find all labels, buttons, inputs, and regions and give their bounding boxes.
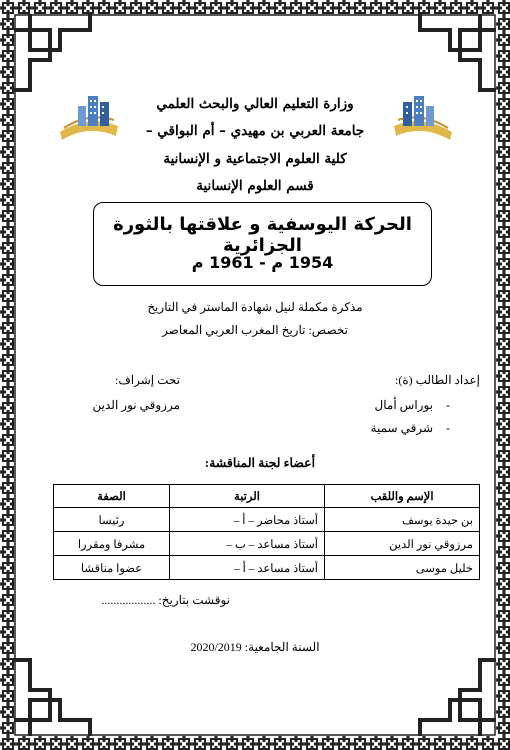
table-row [54,532,480,556]
table-row [54,508,480,532]
thesis-years: 1954 م - 1961 م [191,253,334,272]
students-label: إعداد الطالب (ة): [394,373,480,387]
jury-member-name: خليل موسى [325,556,480,580]
corner-ornament-bottom-left [14,660,90,736]
table-row [54,556,480,580]
thesis-title: الحركة اليوسفية و علاقتها بالثورة الجزائرية [113,214,412,256]
jury-member-role: رئيسا [54,508,170,532]
student-name-2 [330,421,450,436]
jury-member-rank: أستاذ مساعد – أ – [170,556,325,580]
student-name-1-text: بوراس أمال [374,398,433,412]
student-name-1 [330,398,450,413]
column-header-role: الصفة [54,485,170,508]
jury-member-name: بن حيدة يوسف [325,508,480,532]
jury-member-rank: أستاذ مساعد – ب – [170,532,325,556]
student-name-2-text: شرقي سمية [370,421,433,435]
discussion-date: نوقشت بتاريخ: .................. [101,593,230,607]
corner-ornament-bottom-right [420,660,496,736]
jury-table [53,484,480,580]
jury-member-name: مرزوقي نور الدين [325,532,480,556]
jury-label: أعضاء لجنة المناقشة: [204,456,316,470]
academic-year: السنة الجامعية: 2020/2019 [190,640,320,654]
table-header-row [54,485,480,508]
supervisor-label: تحت إشراف: [115,373,180,387]
thesis-description: مذكرة مكملة لنيل شهادة الماستر في التاريخ [147,300,363,314]
bullet: - [446,421,450,435]
university-name: جامعة العربي بن مهيدي – أم البواقي – [145,123,365,139]
jury-member-role: مشرفا ومقررا [54,532,170,556]
column-header-rank: الرتبة [170,485,325,508]
corner-ornament-top-right [420,14,496,90]
corner-ornament-top-left [14,14,90,90]
column-header-name: الإسم واللقب [325,485,480,508]
thesis-specialty: تخصص: تاريخ المغرب العربي المعاصر [162,323,348,337]
title-box [93,202,432,286]
jury-member-role: عضوا مناقشا [54,556,170,580]
ministry-name: وزارة التعليم العالي والبحث العلمي [156,96,354,112]
bullet: - [446,398,450,412]
supervisor-name: مرزوقي نور الدين [92,398,180,412]
jury-member-rank: أستاذ محاضر – أ – [170,508,325,532]
department-name: قسم العلوم الإنسانية [196,178,314,194]
faculty-name: كلية العلوم الاجتماعية و الإنسانية [163,151,347,167]
